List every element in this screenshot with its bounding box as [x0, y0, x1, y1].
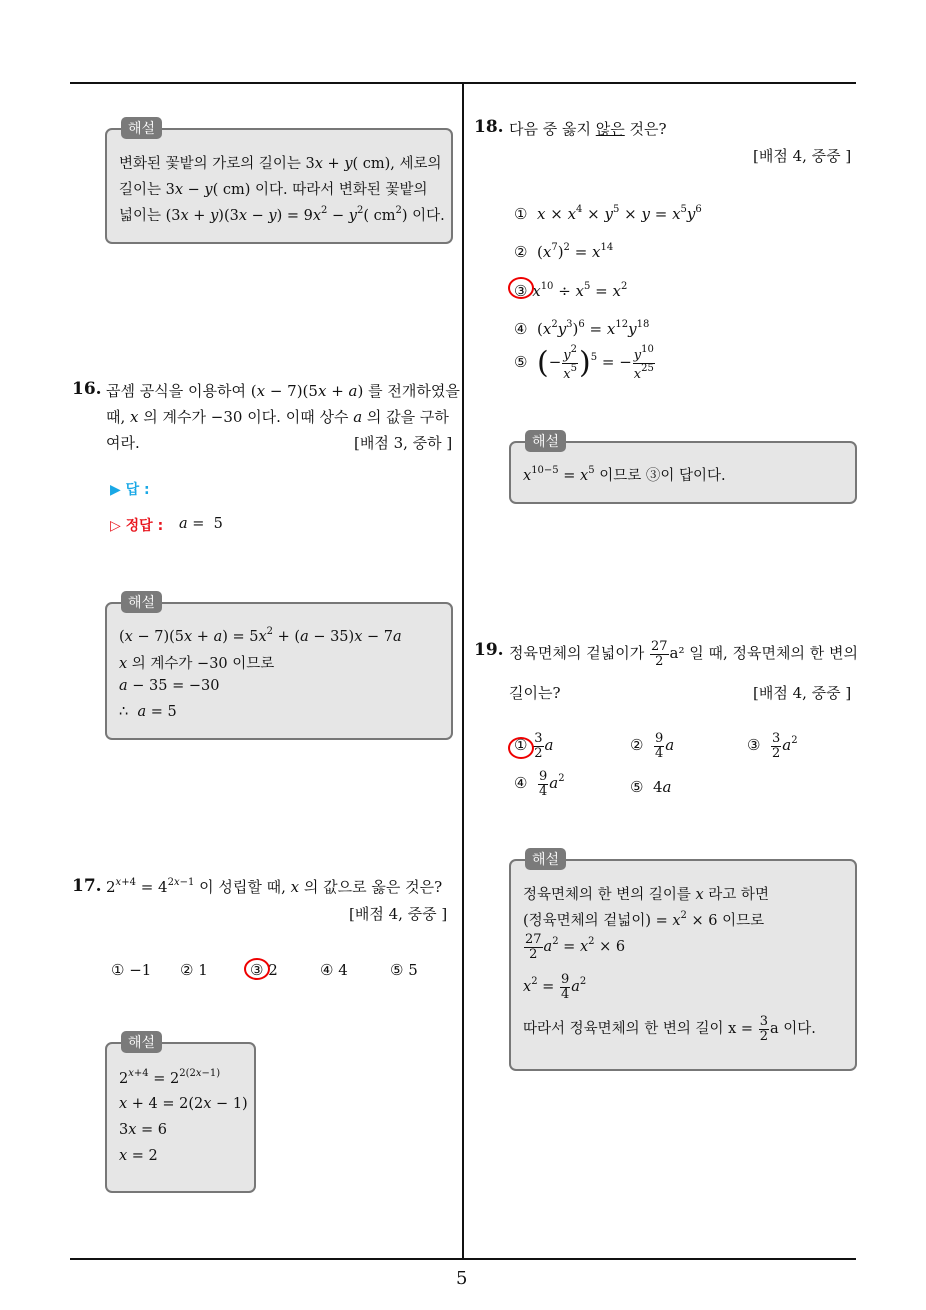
q19-option-5[interactable]: ⑤ 4a: [630, 778, 672, 796]
q17-number: 17.: [72, 876, 102, 896]
q19-exp-line-5: 따라서 정육면체의 한 변의 길이 x = $\frac{3}{2}$ a 이다.: [523, 1014, 816, 1044]
q19-option-1[interactable]: ① $\frac{3}{2}$ a: [514, 731, 554, 761]
q15-exp-line-2: 길이는 3x − y( cm) 이다. 따라서 변화된 꽃밭의: [119, 182, 428, 198]
q18-option-5[interactable]: ⑤ (− $\frac{y^2}{x^5}$ )$^5$ = − $\frac{y^{10}}{x^{25}}$: [514, 344, 654, 382]
q16-score: [배점 3, 중하 ]: [354, 434, 453, 452]
q18-option-1[interactable]: ① $x \times x^4 \times y^5 \times y = x^5y^6$: [514, 204, 702, 223]
page-number: 5: [456, 1268, 468, 1289]
q19-option-4[interactable]: ④ $\frac{9}{4}$ $a^2$: [514, 769, 565, 799]
q15-explanation-box: [105, 121, 453, 244]
q16-exp-line-3: a − 35 = −30: [119, 678, 220, 694]
q17-option-1[interactable]: ① −1: [111, 961, 152, 979]
explanation-tag: 해설: [121, 591, 162, 613]
q16-exp-line-4: ∴ a = 5: [119, 704, 177, 720]
q19-text-line-2: 길이는?: [509, 684, 561, 702]
q18-number: 18.: [474, 117, 504, 137]
q17-score: [배점 4, 중중 ]: [349, 905, 448, 923]
q17-explanation-box: [105, 1035, 256, 1193]
q18-option-2[interactable]: ② $(x^7)^2 = x^{14}$: [514, 242, 614, 261]
bottom-rule: [70, 1258, 856, 1260]
q17-option-3[interactable]: ③ 2: [250, 961, 278, 979]
q17-exp-line-4: x = 2: [119, 1148, 158, 1164]
q19-exp-line-1: 정육면체의 한 변의 길이를 x 라고 하면: [523, 887, 769, 903]
q18-correct-mark: [508, 277, 534, 299]
column-divider: [462, 83, 464, 1259]
q16-exp-line-2: x 의 계수가 −30 이므로: [119, 656, 275, 672]
explanation-tag: 해설: [121, 117, 162, 139]
q16-number: 16.: [72, 379, 102, 399]
q16-text-line-2: 때, x 의 계수가 −30 이다. 이때 상수 a 의 값을 구하: [106, 408, 449, 426]
explanation-tag: 해설: [525, 848, 566, 870]
q19-option-3[interactable]: ③ $\frac{3}{2}$ $a^2$: [747, 731, 798, 761]
q18-option-3[interactable]: ③ $x^{10} \div x^5 = x^2$: [514, 281, 628, 300]
q16-text-line-1: 곱셈 공식을 이용하여 (x − 7)(5x + a) 를 전개하였을: [106, 382, 460, 400]
q19-explanation-box: [509, 852, 857, 1071]
q18-text: 다음 중 옳지 않은 것은?: [509, 120, 667, 138]
q17-option-4[interactable]: ④ 4: [320, 961, 348, 979]
q17-exp-line-1: $2^{x+4} = 2^{2(2x-1)}$: [119, 1068, 221, 1087]
q16-exp-line-1: $(x - 7)(5x + a) = 5x^2 + (a - 35)x - 7a$: [119, 626, 402, 645]
q16-answer-label[interactable]: ▶ 답 :: [110, 482, 150, 498]
q18-exp-line: $x^{10-5} = x^5$ 이므로 ③이 답이다.: [523, 465, 726, 484]
q19-score: [배점 4, 중중 ]: [753, 684, 852, 702]
q19-text-line-1: 정육면체의 겉넓이가 $\frac{27}{2}$ a² 일 때, 정육면체의 한 변의: [509, 639, 858, 669]
explanation-tag: 해설: [121, 1031, 162, 1053]
q18-score: [배점 4, 중중 ]: [753, 147, 852, 165]
q18-option-4[interactable]: ④ $(x^2y^3)^6 = x^{12}y^{18}$: [514, 319, 650, 338]
q19-exp-line-2: (정육면체의 겉넓이) = $x^2 \times 6$ 이므로: [523, 910, 765, 929]
explanation-tag: 해설: [525, 430, 566, 452]
q17-text: $2^{x+4} = 4^{2x-1}$ 이 성립할 때, x 의 값으로 옳은 것은?: [106, 877, 443, 896]
q19-correct-mark: [508, 737, 534, 759]
q16-correct-label: ▷ 정답 :: [110, 518, 164, 534]
q17-exp-line-3: 3x = 6: [119, 1122, 168, 1138]
q19-exp-line-4: $x^2$ = $\frac{9}{4}$ $a^2$: [523, 972, 587, 1002]
q17-option-5[interactable]: ⑤ 5: [390, 961, 418, 979]
q19-option-2[interactable]: ② $\frac{9}{4}$ a: [630, 731, 675, 761]
q19-number: 19.: [474, 640, 504, 660]
q15-exp-line-1: 변화된 꽃밭의 가로의 길이는 3x + y( cm), 세로의: [119, 156, 442, 172]
q16-correct-value: a = 5: [179, 516, 223, 532]
q18-explanation-box: [509, 434, 857, 504]
q15-exp-line-3: 넓이는 $(3x + y)(3x - y) = 9x^2 - y^2$( $cm^2$) 이다.: [119, 205, 445, 224]
q17-exp-line-2: x + 4 = 2(2x − 1): [119, 1096, 248, 1112]
q19-exp-line-3: $\frac{27}{2}$ $a^2 = x^2 \times 6$: [525, 932, 626, 962]
q16-explanation-box: [105, 595, 453, 740]
q17-correct-mark: [244, 958, 270, 980]
q16-text-line-3: 여라.: [106, 434, 140, 452]
q17-option-2[interactable]: ② 1: [180, 961, 208, 979]
